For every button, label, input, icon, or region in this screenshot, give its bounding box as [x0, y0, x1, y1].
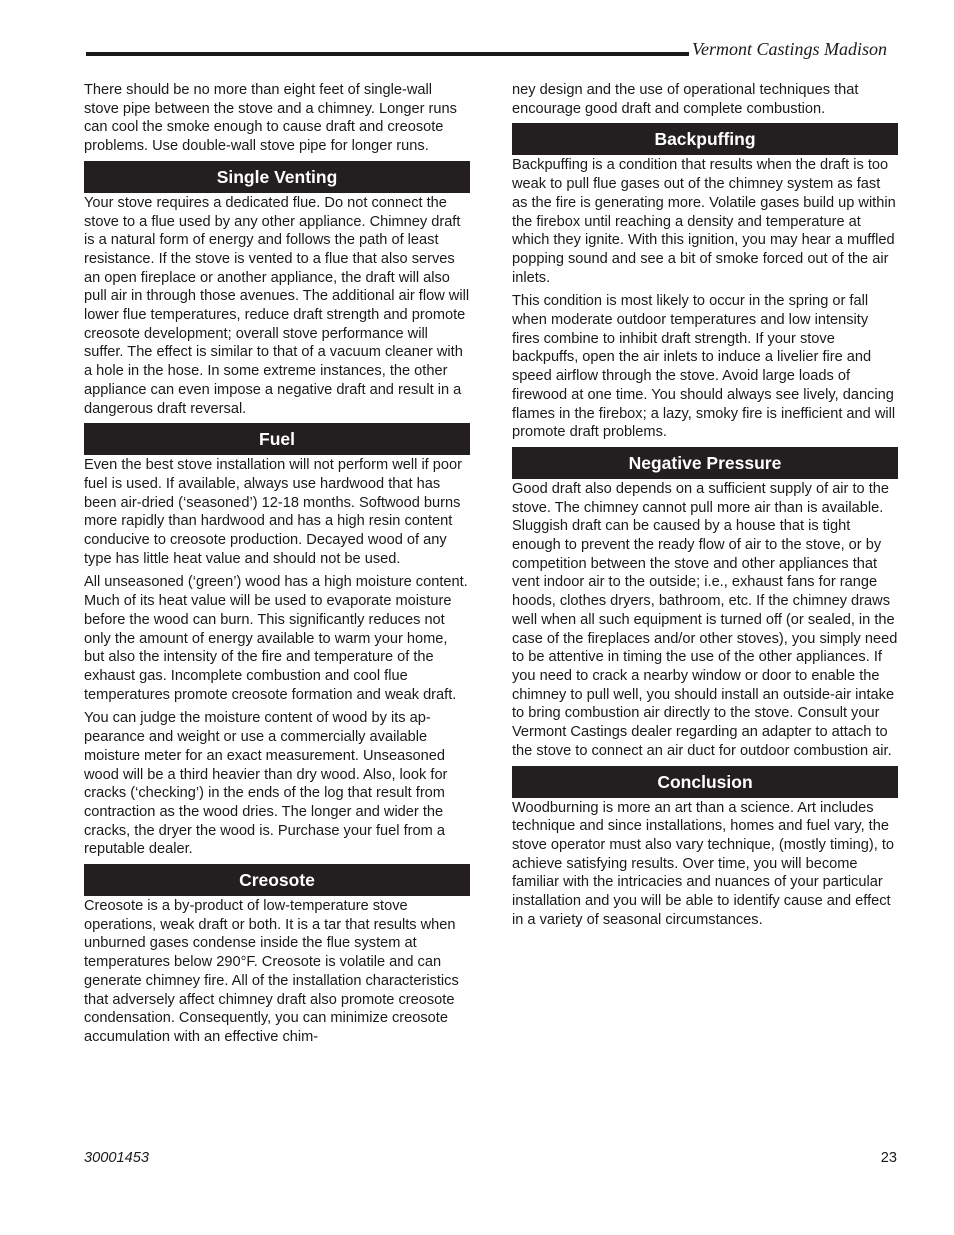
right-column	[512, 81, 898, 929]
intro-paragraph: There should be no more than eight feet of single-wall stove pipe between the stove and a chimney. Longer runs can cool the smoke enough to cause draft and creosote problems. Use double-wall stove pipe for longer runs.	[84, 82, 457, 155]
fuel-paragraph-2: All unseasoned (‘green’) wood has a high moisture content. Much of its heat value will be used to evaporate moisture before the wood can burn. This significantly reduces not only the amount of energy available to warm your home, but also the intensity of the fire and temperature of the exhaust gas. Incomplete combustion and cool flue temperatures promote creosote formation and weak draft.	[84, 574, 468, 703]
backpuffing-paragraph-1: Backpuffing is a condition that results when the draft is too weak to pull flue gases out of the chimney system as fast as the fire is generating more. Volatile gases build up within the firebox until reaching a density and temperature at which they ignite. With this ignition, you may hear a muffled popping sound and see a bit of smoke forced out of the air inlets.	[512, 157, 896, 286]
left-column	[84, 81, 470, 1047]
section-heading-conclusion: Conclusion	[512, 766, 898, 798]
creosote-paragraph: Creosote is a by-product of low-temperature stove operations, weak draft or both. It is a tar that results when unburned gases condense inside the flue system at temperatures below 290°F. Creosote is volatile and can generate chimney fire. All of the installation characteristics that adversely affect chimney draft also promote creosote condensation. Consequently, you can minimize creosote accumulation with an effective chim-	[84, 898, 459, 1045]
section-heading-negative-pressure: Negative Pressure	[512, 447, 898, 479]
continuation-paragraph: ney design and the use of operational techniques that encourage good draft and complete combustion.	[512, 82, 859, 117]
page-number: 23	[880, 1150, 897, 1166]
section-heading-single-venting: Single Venting	[84, 161, 470, 193]
section-heading-creosote: Creosote	[84, 864, 470, 896]
running-title: Vermont Castings Madison	[692, 39, 888, 59]
document-number: 30001453	[84, 1150, 149, 1166]
section-heading-backpuffing: Backpuffing	[512, 123, 898, 155]
negative-pressure-paragraph: Good draft also depends on a sufficient supply of air to the stove. The chimney cannot pull more air than is available. Sluggish draft can be caused by a house that is tight enough to prevent the ready flow of air to the stove, or by competition between the stove and other appliances that vent indoor air to the outside; i.e., exhaust fans for range hoods, clothes dryers, bathroom, etc. If the chimney draws well when all such equipment is turned off (or sealed, in the case of the fireplaces and/or other stoves), you simply need to be attentive in timing the use of the other appliances. If you need to crack a nearby window or door to enable the chimney to pull well, you should install an outside-air intake to bring combustion air directly to the stove. Consult your Vermont Castings dealer regarding an adapter to attach to the stove to connect an air duct for outdoor combustion air.	[512, 480, 898, 759]
fuel-paragraph-1: Even the best stove installation will not perform well if poor fuel is used. If available, always use hardwood that has been air-dried (‘seasoned’) 12-18 months. Softwood burns more rapidly than hardwood and has a high resin content conducive to creosote production. Decayed wood of any type has little heat value and should not be used.	[84, 457, 462, 567]
single-venting-paragraph: Your stove requires a dedicated flue. Do not connect the stove to a flue used by any other appliance. Chimney draft is a natural form of energy and follows the path of least resistance. If the stove is vented to a flue that also serves an open fireplace or another appliance, the draft will also pull air in through those avenues. The additional air flow will lower flue temperatures, reduce draft strength and promote creosote development; overall stove performance will suffer. The effect is similar to that of a vacuum cleaner with a hole in the hose. In some extreme instances, the other appliance can even impose a negative draft and result in a dangerous draft reversal.	[84, 194, 470, 417]
backpuffing-paragraph-2: This condition is most likely to occur in the spring or fall when moderate outdoor temperatures and low intensity fires combine to inhibit draft strength. If your stove backpuffs, open the air inlets to induce a livelier fire and speed airflow through the stove. Avoid large loads of firewood at one time. You should always see lively, dancing flames in the firebox; a lazy, smoky fire is inefficient and will promote draft problems.	[512, 293, 896, 441]
fuel-paragraph-3: You can judge the moisture content of wood by its appearance and weight or use a commercially available moisture meter for an exact measurement. Unseasoned wood will be a third heavier than dry wood. Also, look for cracks (‘checking’) in the ends of the log that result from contraction as the wood dries. The longer and wider the cracks, the dryer the wood is. Purchase your fuel from a reputable dealer.	[84, 710, 448, 858]
section-heading-fuel: Fuel	[84, 423, 470, 455]
conclusion-paragraph: Woodburning is more an art than a science. Art includes technique and since installations, homes and fuel vary, the stove operator must also vary technique, (mostly timing), to achieve satisfying results. Over time, you will become familiar with the intricacies and nuances of your particular installation and you will be able to identify cause and effect in a variety of seasonal circumstances.	[512, 799, 895, 928]
header-rule	[86, 52, 689, 56]
